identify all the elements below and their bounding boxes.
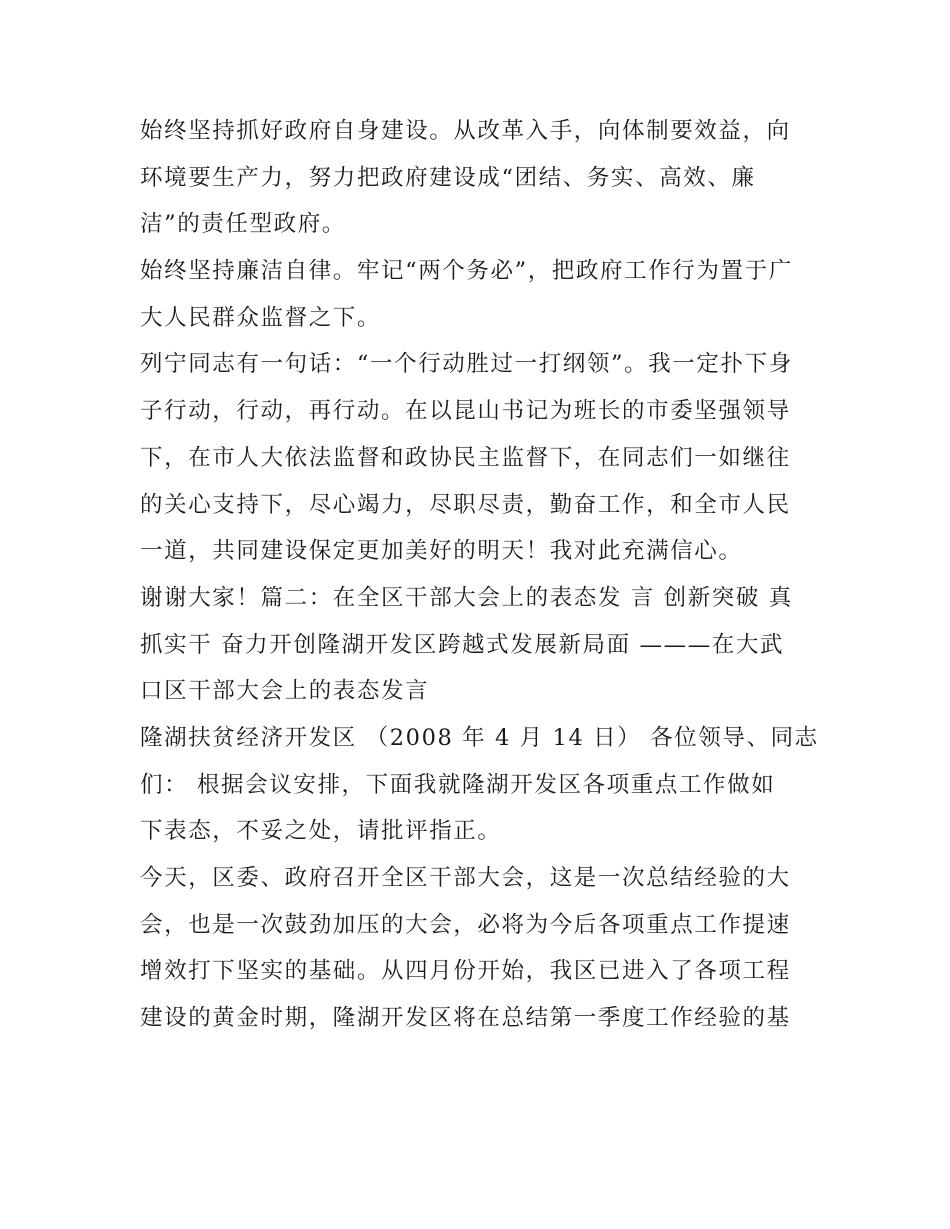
document-body	[140, 108, 820, 1042]
text-line: 始终坚持抓好政府自身建设。从改革入手，向体制要效益，向	[140, 118, 791, 144]
text-line: 始终坚持廉洁自律。牢记“两个务必”，把政府工作行为置于广	[140, 258, 793, 285]
text-line: 抓实干 奋力开创隆湖开发区跨越式发展新局面 ———在大武	[140, 631, 785, 658]
text-line: 大人民群众监督之下。	[140, 304, 382, 331]
text-line: 下，在市人大依法监督和政协民主监督下，在同志们一如继往	[140, 444, 791, 471]
text-line: 会，也是一次鼓劲加压的大会，必将为今后各项重点工作提速	[140, 911, 791, 938]
text-line: 洁”的责任型政府。	[140, 211, 346, 238]
text-line: 增效打下坚实的基础。从四月份开始，我区已进入了各项工程	[140, 958, 791, 985]
text-line: 口区干部大会上的表态发言	[140, 678, 430, 705]
text-line: 列宁同志有一句话：“一个行动胜过一打纲领”。我一定扑下身	[140, 351, 793, 378]
text-line: 一道，共同建设保定更加美好的明天！我对此充满信心。	[140, 538, 743, 565]
text-line: 环境要生产力，努力把政府建设成“团结、务实、高效、廉	[140, 164, 756, 191]
text-line: 隆湖扶贫经济开发区 （2008 年 4 月 14 日） 各位领导、同志	[140, 724, 819, 751]
text-line: 谢谢大家！篇二：在全区干部大会上的表态发 言 创新突破 真	[140, 584, 793, 611]
text-line: 子行动，行动，再行动。在以昆山书记为班长的市委坚强领导	[140, 398, 791, 425]
text-line: 建设的黄金时期，隆湖开发区将在总结第一季度工作经验的基	[140, 1005, 791, 1032]
text-line: 们： 根据会议安排，下面我就隆湖开发区各项重点工作做如	[140, 771, 776, 798]
text-line: 下表态，不妥之处，请批评指正。	[140, 818, 502, 845]
text-line: 的关心支持下，尽心竭力，尽职尽责，勤奋工作，和全市人民	[140, 491, 791, 518]
text-line: 今天，区委、政府召开全区干部大会，这是一次总结经验的大	[140, 865, 791, 891]
